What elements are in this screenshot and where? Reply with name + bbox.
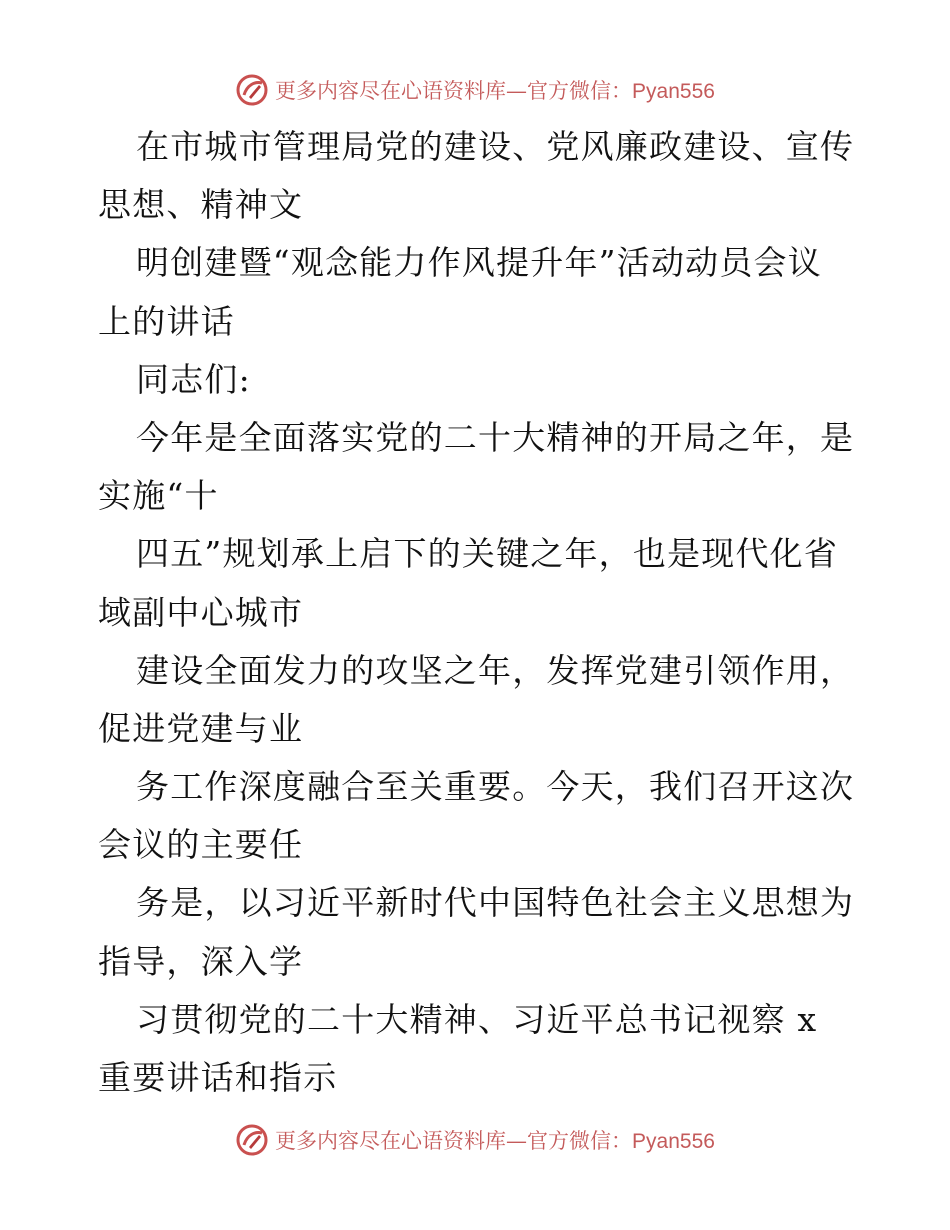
text-line: 促进党建与业 [98, 708, 304, 748]
watermark-text: 更多内容尽在心语资料库—官方微信： [275, 1129, 633, 1153]
text-line: 同志们: [136, 359, 251, 399]
pen-swirl-logo-icon [235, 1123, 269, 1157]
text-line: 思想、精神文 [98, 185, 304, 225]
watermark-banner-bottom [0, 1120, 950, 1160]
document-body [98, 118, 858, 1107]
pen-swirl-logo-icon [235, 73, 269, 107]
watermark-account: Pyan556 [632, 1130, 715, 1153]
text-line: 在市城市管理局党的建设、党风廉政建设、宣传 [136, 127, 855, 166]
text-line: 实施“十 [98, 476, 219, 516]
text-line: 习贯彻党的二十大精神、习近平总书记视察 x [136, 999, 818, 1039]
text-line: 会议的主要任 [98, 825, 304, 865]
text-line: 务是，以习近平新时代中国特色社会主义思想为 [136, 883, 855, 923]
watermark-text: 更多内容尽在心语资料库—官方微信： [275, 79, 633, 103]
watermark-banner-top [0, 70, 950, 110]
text-line: 域副中心城市 [98, 592, 304, 632]
text-line: 建设全面发力的攻坚之年，发挥党建引领作用， [136, 650, 855, 690]
text-line: 指导，深入学 [98, 941, 304, 981]
text-line: 上的讲话 [98, 301, 235, 341]
text-line: 重要讲话和指示 [98, 1058, 338, 1097]
text-line: 明创建暨“观念能力作风提升年”活动动员会议 [136, 243, 822, 283]
text-line: 务工作深度融合至关重要。今天，我们召开这次 [136, 767, 855, 807]
text-line: 四五”规划承上启下的关键之年，也是现代化省 [136, 534, 839, 574]
text-line: 今年是全面落实党的二十大精神的开局之年，是 [136, 417, 855, 457]
watermark-account: Pyan556 [632, 80, 715, 103]
